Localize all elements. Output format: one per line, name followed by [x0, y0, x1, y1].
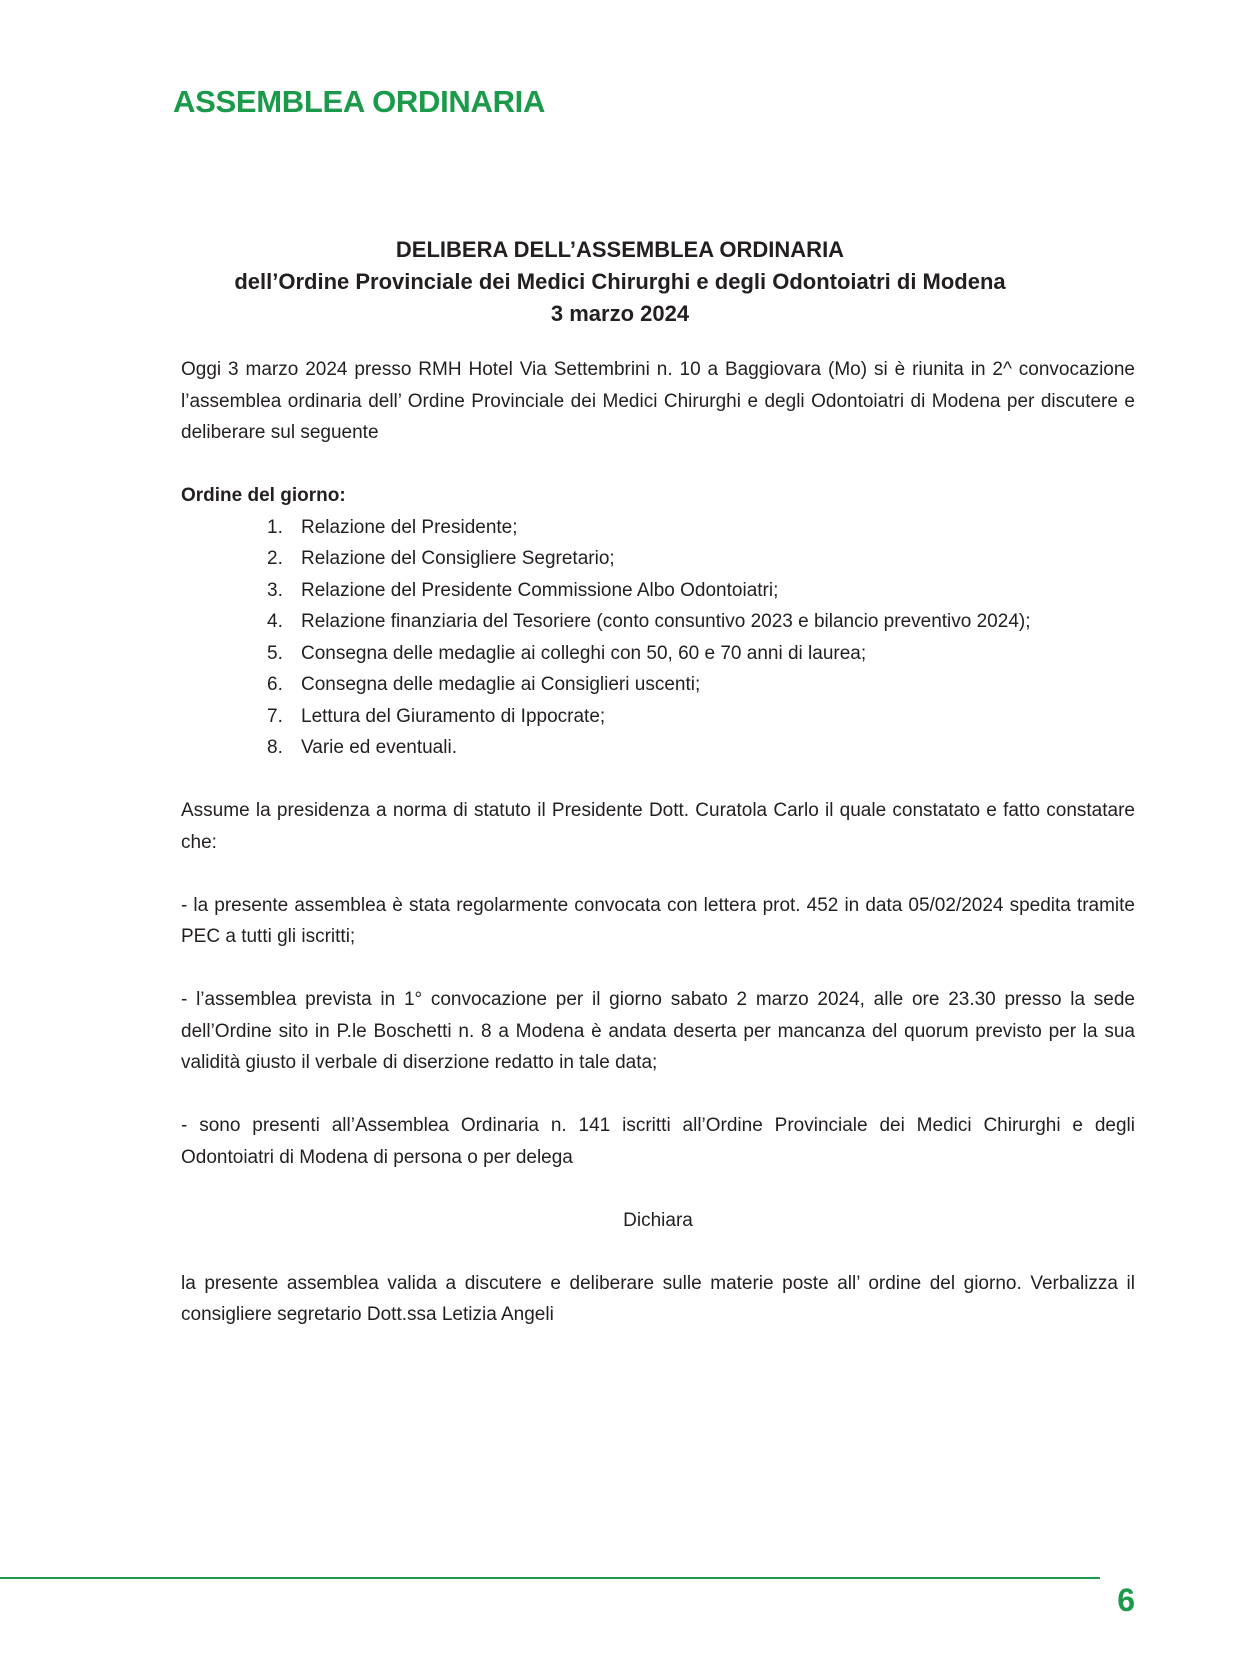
- declaration-heading: Dichiara: [623, 1209, 693, 1231]
- point-paragraph-convocation: - la presente assemblea è stata regolarmente convocata con lettera prot. 452 in data 05/02/2024 spedita tramite PEC a tutti gli iscritti;: [181, 894, 1135, 947]
- agenda-item: [181, 732, 1135, 764]
- agenda-item-text: Consegna delle medaglie ai colleghi con 50, 60 e 70 anni di laurea;: [301, 642, 867, 664]
- agenda-item: [181, 512, 1135, 544]
- agenda-item-number: 5.: [267, 642, 283, 664]
- agenda-item-text: Varie ed eventuali.: [301, 737, 457, 758]
- agenda-item-text: Relazione del Consigliere Segretario;: [301, 548, 615, 569]
- agenda-item: [181, 543, 1135, 575]
- point-paragraph-attendance: - sono presenti all’Assemblea Ordinaria n. 141 iscritti all’Ordine Provinciale dei Medici Chirurghi e degli Odontoiatri di Modena di persona o per delega: [181, 1115, 1135, 1168]
- heading-line-2: dell’Ordine Provinciale dei Medici Chirurghi e degli Odontoiatri di Modena: [234, 269, 1006, 294]
- point-paragraph-first-call: - l’assemblea prevista in 1° convocazione per il giorno sabato 2 marzo 2024, alle ore 23.30 presso la sede dell’Ordine sito in P.le Boschetti n. 8 a Modena è andata deserta per mancanza del quorum previsto per la sua validità giusto il verbale di diserzione redatto in tale data;: [181, 989, 1135, 1073]
- conclusion-paragraph: la presente assemblea valida a discutere e deliberare sulle materie poste all’ ordine del giorno. Verbalizza il consigliere segretario Dott.ssa Letizia Angeli: [181, 1272, 1135, 1325]
- agenda-item-number: 1.: [267, 516, 283, 538]
- document-heading: [150, 234, 1090, 330]
- page-number: 6: [1117, 1582, 1135, 1618]
- agenda-item-number: 4.: [267, 611, 283, 632]
- agenda-title: Ordine del giorno:: [181, 485, 346, 506]
- footer-divider: [0, 1577, 1100, 1579]
- heading-line-3: 3 marzo 2024: [550, 301, 690, 326]
- document-body: [181, 354, 1135, 1331]
- agenda-item: [181, 575, 1135, 607]
- intro-paragraph: Oggi 3 marzo 2024 presso RMH Hotel Via Settembrini n. 10 a Baggiovara (Mo) si è riunita in 2^ convocazione l’assemblea ordinaria dell’ Ordine Provinciale dei Medici Chirurghi e degli Odontoiatri di Modena per discutere e deliberare sul seguente: [181, 359, 1135, 443]
- agenda-item-text: Lettura del Giuramento di Ippocrate;: [301, 705, 606, 727]
- agenda-item: [181, 638, 1135, 670]
- agenda-item: [181, 701, 1135, 733]
- agenda-item: [181, 606, 1135, 638]
- agenda-item-number: 8.: [267, 737, 283, 758]
- agenda-item: [181, 669, 1135, 701]
- agenda-list: [181, 512, 1135, 764]
- agenda-item-text: Consegna delle medaglie ai Consiglieri uscenti;: [301, 674, 701, 695]
- agenda-item-text: Relazione del Presidente Commissione Albo Odontoiatri;: [301, 579, 779, 601]
- agenda-item-number: 7.: [267, 705, 283, 727]
- presidency-paragraph: Assume la presidenza a norma di statuto il Presidente Dott. Curatola Carlo il quale constatato e fatto constatare che:: [181, 800, 1135, 853]
- agenda-item-text: Relazione del Presidente;: [301, 516, 518, 538]
- agenda-item-number: 6.: [267, 674, 283, 695]
- agenda-item-number: 2.: [267, 548, 283, 569]
- section-title: ASSEMBLEA ORDINARIA: [173, 84, 546, 119]
- heading-line-1: DELIBERA DELL’ASSEMBLEA ORDINARIA: [395, 237, 845, 262]
- agenda-item-number: 3.: [267, 579, 283, 601]
- agenda-item-text: Relazione finanziaria del Tesoriere (conto consuntivo 2023 e bilancio preventivo 2024);: [301, 611, 1031, 632]
